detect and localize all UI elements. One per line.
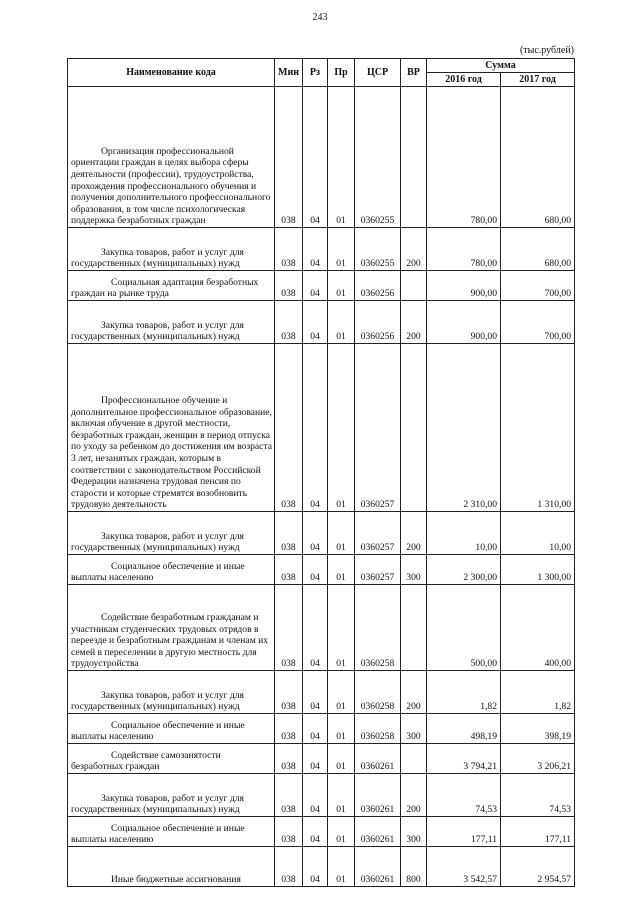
row-name: Закупка товаров, работ и услуг для государственных (муниципальных) нужд — [68, 301, 275, 344]
row-2016: 2 310,00 — [427, 344, 501, 512]
row-2017: 1,82 — [501, 671, 575, 714]
row-2017: 1 300,00 — [501, 555, 575, 585]
unit-label: (тыс.рублей) — [519, 45, 574, 56]
row-vr — [401, 344, 427, 512]
row-rz: 04 — [303, 271, 328, 301]
row-min: 038 — [275, 744, 303, 774]
row-2017: 74,53 — [501, 774, 575, 817]
row-min: 038 — [275, 344, 303, 512]
row-name: Содействие безработным гражданам и участникам студенческих трудовых отрядов в переезде и безработным гражданам и членам их семей в переселении в другую местность для трудоустройства — [68, 585, 275, 671]
row-name: Социальное обеспечение и иные выплаты населению — [68, 714, 275, 744]
row-vr — [401, 87, 427, 228]
row-2017: 10,00 — [501, 512, 575, 555]
header-name: Наименование кода — [68, 59, 275, 87]
row-csr: 0360261 — [355, 744, 401, 774]
row-pr: 01 — [328, 847, 355, 887]
row-2017: 680,00 — [501, 228, 575, 271]
row-vr: 200 — [401, 228, 427, 271]
row-csr: 0360256 — [355, 301, 401, 344]
row-2017: 700,00 — [501, 301, 575, 344]
row-rz: 04 — [303, 228, 328, 271]
row-rz: 04 — [303, 344, 328, 512]
row-csr: 0360257 — [355, 344, 401, 512]
header-2016: 2016 год — [427, 73, 501, 87]
row-name: Социальное обеспечение и иные выплаты населению — [68, 555, 275, 585]
row-rz: 04 — [303, 555, 328, 585]
row-pr: 01 — [328, 512, 355, 555]
row-2016: 74,53 — [427, 774, 501, 817]
row-2016: 3 542,57 — [427, 847, 501, 887]
row-csr: 0360261 — [355, 817, 401, 847]
row-vr — [401, 744, 427, 774]
row-min: 038 — [275, 671, 303, 714]
row-pr: 01 — [328, 744, 355, 774]
row-2017: 700,00 — [501, 271, 575, 301]
table-row — [68, 847, 575, 887]
table-row — [68, 671, 575, 714]
row-min: 038 — [275, 585, 303, 671]
row-vr: 300 — [401, 714, 427, 744]
row-pr: 01 — [328, 817, 355, 847]
row-rz: 04 — [303, 87, 328, 228]
row-min: 038 — [275, 301, 303, 344]
row-pr: 01 — [328, 714, 355, 744]
header-rz: Рз — [303, 59, 328, 87]
row-csr: 0360258 — [355, 714, 401, 744]
page-number: 243 — [312, 12, 328, 23]
row-min: 038 — [275, 228, 303, 271]
row-name: Закупка товаров, работ и услуг для государственных (муниципальных) нужд — [68, 671, 275, 714]
table-row — [68, 87, 575, 228]
row-rz: 04 — [303, 714, 328, 744]
row-rz: 04 — [303, 744, 328, 774]
row-name: Закупка товаров, работ и услуг для государственных (муниципальных) нужд — [68, 512, 275, 555]
table-row — [68, 512, 575, 555]
row-2017: 680,00 — [501, 87, 575, 228]
header-pr: Пр — [328, 59, 355, 87]
header-2017: 2017 год — [501, 73, 575, 87]
row-csr: 0360255 — [355, 87, 401, 228]
table-row — [68, 744, 575, 774]
row-name: Закупка товаров, работ и услуг для государственных (муниципальных) нужд — [68, 774, 275, 817]
row-csr: 0360256 — [355, 271, 401, 301]
row-vr: 300 — [401, 555, 427, 585]
row-pr: 01 — [328, 344, 355, 512]
row-csr: 0360258 — [355, 671, 401, 714]
row-vr: 800 — [401, 847, 427, 887]
row-pr: 01 — [328, 301, 355, 344]
row-pr: 01 — [328, 271, 355, 301]
table-row — [68, 714, 575, 744]
row-2016: 500,00 — [427, 585, 501, 671]
row-csr: 0360257 — [355, 512, 401, 555]
row-rz: 04 — [303, 671, 328, 714]
row-pr: 01 — [328, 671, 355, 714]
header-min: Мин — [275, 59, 303, 87]
row-2017: 1 310,00 — [501, 344, 575, 512]
row-csr: 0360261 — [355, 774, 401, 817]
row-pr: 01 — [328, 585, 355, 671]
table-row — [68, 585, 575, 671]
row-vr: 200 — [401, 671, 427, 714]
row-name: Социальное обеспечение и иные выплаты населению — [68, 817, 275, 847]
table-row — [68, 344, 575, 512]
table-row — [68, 301, 575, 344]
row-csr: 0360261 — [355, 847, 401, 887]
row-2017: 3 206,21 — [501, 744, 575, 774]
row-min: 038 — [275, 847, 303, 887]
row-rz: 04 — [303, 512, 328, 555]
row-csr: 0360257 — [355, 555, 401, 585]
row-min: 038 — [275, 512, 303, 555]
row-vr: 200 — [401, 512, 427, 555]
row-min: 038 — [275, 87, 303, 228]
row-2016: 498,19 — [427, 714, 501, 744]
row-2017: 398,19 — [501, 714, 575, 744]
row-vr: 200 — [401, 301, 427, 344]
row-2016: 900,00 — [427, 271, 501, 301]
row-vr: 200 — [401, 774, 427, 817]
row-min: 038 — [275, 774, 303, 817]
header-vr: ВР — [401, 59, 427, 87]
row-pr: 01 — [328, 228, 355, 271]
row-name: Социальная адаптация безработных граждан на рынке труда — [68, 271, 275, 301]
table-row — [68, 817, 575, 847]
table-row — [68, 555, 575, 585]
row-pr: 01 — [328, 774, 355, 817]
row-2017: 2 954,57 — [501, 847, 575, 887]
budget-table — [67, 58, 575, 887]
row-name: Организация профессиональной ориентации граждан в целях выбора сферы деятельности (профессии), трудоустройства, прохождения профессионального обучения и получения дополнительного профессионального образования, в том числе психологическая поддержка безработных граждан — [68, 87, 275, 228]
row-2016: 900,00 — [427, 301, 501, 344]
row-2016: 780,00 — [427, 87, 501, 228]
row-csr: 0360255 — [355, 228, 401, 271]
header-csr: ЦСР — [355, 59, 401, 87]
row-2016: 177,11 — [427, 817, 501, 847]
row-pr: 01 — [328, 555, 355, 585]
row-name: Профессиональное обучение и дополнительное профессиональное образование, включая обучение в другой местности, безработных граждан, женщин в период отпуска по уходу за ребенком до достижения им возраста 3 лет, незанятых граждан, которым в соответствии с законодательством Российской Федерации назначена трудовая пенсия по старости и которые стремятся возобновить трудовую деятельность — [68, 344, 275, 512]
row-rz: 04 — [303, 774, 328, 817]
row-2016: 10,00 — [427, 512, 501, 555]
row-min: 038 — [275, 271, 303, 301]
row-name: Закупка товаров, работ и услуг для государственных (муниципальных) нужд — [68, 228, 275, 271]
table-row — [68, 774, 575, 817]
header-sum: Сумма — [427, 59, 575, 73]
row-min: 038 — [275, 817, 303, 847]
row-vr — [401, 271, 427, 301]
row-min: 038 — [275, 555, 303, 585]
table-row — [68, 228, 575, 271]
row-2016: 2 300,00 — [427, 555, 501, 585]
row-name: Содействие самозанятости безработных граждан — [68, 744, 275, 774]
row-rz: 04 — [303, 301, 328, 344]
row-rz: 04 — [303, 817, 328, 847]
row-vr: 300 — [401, 817, 427, 847]
row-min: 038 — [275, 714, 303, 744]
row-csr: 0360258 — [355, 585, 401, 671]
row-2016: 3 794,21 — [427, 744, 501, 774]
row-2017: 400,00 — [501, 585, 575, 671]
row-rz: 04 — [303, 585, 328, 671]
row-2017: 177,11 — [501, 817, 575, 847]
row-rz: 04 — [303, 847, 328, 887]
row-2016: 780,00 — [427, 228, 501, 271]
row-name: Иные бюджетные ассигнования — [68, 847, 275, 887]
table-row — [68, 271, 575, 301]
row-vr — [401, 585, 427, 671]
row-2016: 1,82 — [427, 671, 501, 714]
row-pr: 01 — [328, 87, 355, 228]
